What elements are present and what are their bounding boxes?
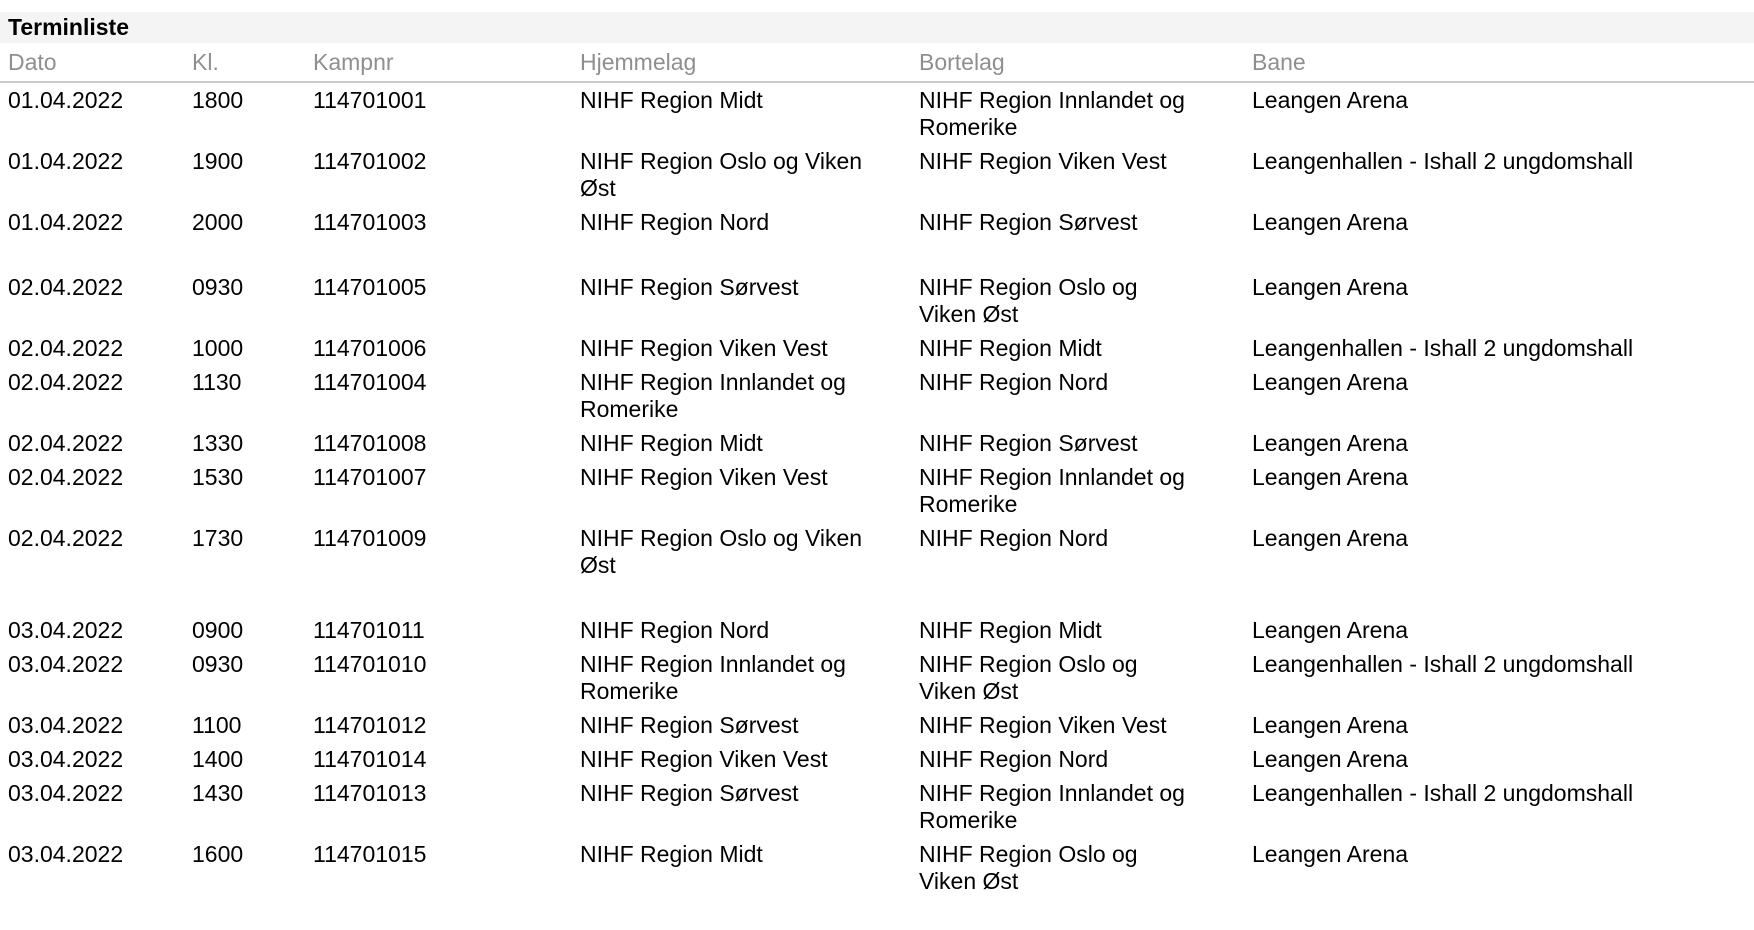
cell-dato: 01.04.2022 xyxy=(8,209,124,235)
cell-kl: 0930 xyxy=(192,274,244,300)
column-header-bane: Bane xyxy=(1252,43,1754,82)
cell-kampnr: 114701010 xyxy=(313,651,427,677)
group-spacer-row xyxy=(0,582,1754,613)
cell-bortelag: NIHF Region Midt xyxy=(919,617,1102,643)
table-row xyxy=(0,776,1754,837)
cell-bane: Leangenhallen - Ishall 2 ungdomshall xyxy=(1252,148,1634,174)
cell-kl: 1530 xyxy=(192,464,244,490)
header-row xyxy=(0,43,1754,82)
cell-kl: 1000 xyxy=(192,335,244,361)
cell-bane: Leangenhallen - Ishall 2 ungdomshall xyxy=(1252,651,1634,677)
group-spacer-row xyxy=(0,239,1754,270)
cell-bane: Leangen Arena xyxy=(1252,369,1409,395)
cell-kl: 1330 xyxy=(192,430,244,456)
group-spacer-cell xyxy=(0,239,1754,270)
cell-bane: Leangenhallen - Ishall 2 ungdomshall xyxy=(1252,335,1634,361)
cell-hjemmelag: NIHF Region Viken Vest xyxy=(580,335,828,361)
cell-hjemmelag: NIHF Region Viken Vest xyxy=(580,464,828,490)
table-row xyxy=(0,837,1754,898)
cell-hjemmelag: NIHF Region Midt xyxy=(580,87,763,113)
cell-kl: 2000 xyxy=(192,209,244,235)
cell-kampnr: 114701012 xyxy=(313,712,427,738)
cell-dato: 03.04.2022 xyxy=(8,841,124,867)
cell-kl: 0900 xyxy=(192,617,244,643)
cell-dato: 03.04.2022 xyxy=(8,617,124,643)
cell-hjemmelag: NIHF Region Innlandet og Romerike xyxy=(580,651,846,704)
cell-bortelag: NIHF Region Nord xyxy=(919,369,1109,395)
table-row xyxy=(0,331,1754,365)
cell-dato: 02.04.2022 xyxy=(8,274,124,300)
cell-kl: 1800 xyxy=(192,87,244,113)
cell-bane: Leangen Arena xyxy=(1252,525,1409,551)
table-row xyxy=(0,426,1754,460)
column-header-hjemmelag: Hjemmelag xyxy=(580,43,919,82)
cell-dato: 02.04.2022 xyxy=(8,335,124,361)
cell-hjemmelag: NIHF Region Midt xyxy=(580,430,763,456)
cell-kl: 1900 xyxy=(192,148,244,174)
cell-bortelag: NIHF Region Sørvest xyxy=(919,209,1138,235)
cell-bane: Leangen Arena xyxy=(1252,712,1409,738)
cell-bortelag: NIHF Region Nord xyxy=(919,746,1109,772)
cell-dato: 03.04.2022 xyxy=(8,651,124,677)
cell-bane: Leangen Arena xyxy=(1252,841,1409,867)
cell-bane: Leangenhallen - Ishall 2 ungdomshall xyxy=(1252,780,1634,806)
cell-kampnr: 114701008 xyxy=(313,430,427,456)
cell-bane: Leangen Arena xyxy=(1252,617,1409,643)
cell-bane: Leangen Arena xyxy=(1252,274,1409,300)
cell-kl: 1400 xyxy=(192,746,244,772)
column-header-kampnr: Kampnr xyxy=(313,43,580,82)
cell-kl: 1600 xyxy=(192,841,244,867)
column-header-bortelag: Bortelag xyxy=(919,43,1252,82)
group-spacer-cell xyxy=(0,582,1754,613)
title-bar xyxy=(0,12,1754,43)
column-header-kl: Kl. xyxy=(192,43,313,82)
cell-hjemmelag: NIHF Region Oslo og Viken Øst xyxy=(580,525,863,578)
cell-bortelag: NIHF Region Innlandet og Romerike xyxy=(919,87,1185,140)
cell-kampnr: 114701007 xyxy=(313,464,427,490)
cell-bane: Leangen Arena xyxy=(1252,430,1409,456)
cell-hjemmelag: NIHF Region Nord xyxy=(580,209,770,235)
cell-bortelag: NIHF Region Midt xyxy=(919,335,1102,361)
cell-hjemmelag: NIHF Region Sørvest xyxy=(580,274,799,300)
table-row xyxy=(0,742,1754,776)
table-row xyxy=(0,708,1754,742)
cell-kampnr: 114701013 xyxy=(313,780,427,806)
cell-hjemmelag: NIHF Region Sørvest xyxy=(580,712,799,738)
table-row xyxy=(0,365,1754,426)
cell-kampnr: 114701014 xyxy=(313,746,427,772)
cell-bortelag: NIHF Region Sørvest xyxy=(919,430,1138,456)
cell-hjemmelag: NIHF Region Oslo og Viken Øst xyxy=(580,148,863,201)
cell-dato: 01.04.2022 xyxy=(8,87,124,113)
cell-bortelag: NIHF Region Innlandet og Romerike xyxy=(919,464,1185,517)
cell-bortelag: NIHF Region Nord xyxy=(919,525,1109,551)
cell-kl: 1730 xyxy=(192,525,244,551)
table-row xyxy=(0,613,1754,647)
cell-dato: 03.04.2022 xyxy=(8,712,124,738)
schedule-table-header xyxy=(0,43,1754,82)
cell-dato: 03.04.2022 xyxy=(8,746,124,772)
schedule-table-body xyxy=(0,82,1754,898)
column-header-dato: Dato xyxy=(0,43,192,82)
cell-bane: Leangen Arena xyxy=(1252,209,1409,235)
cell-kampnr: 114701009 xyxy=(313,525,427,551)
cell-dato: 02.04.2022 xyxy=(8,369,124,395)
table-row xyxy=(0,521,1754,582)
cell-kampnr: 114701005 xyxy=(313,274,427,300)
table-row xyxy=(0,144,1754,205)
cell-dato: 02.04.2022 xyxy=(8,525,124,551)
cell-kampnr: 114701003 xyxy=(313,209,427,235)
cell-bane: Leangen Arena xyxy=(1252,87,1409,113)
page-title: Terminliste xyxy=(8,14,129,40)
cell-kampnr: 114701011 xyxy=(313,617,425,643)
cell-dato: 02.04.2022 xyxy=(8,430,124,456)
cell-kl: 0930 xyxy=(192,651,244,677)
cell-hjemmelag: NIHF Region Midt xyxy=(580,841,763,867)
cell-bane: Leangen Arena xyxy=(1252,464,1409,490)
table-row xyxy=(0,82,1754,144)
cell-kampnr: 114701006 xyxy=(313,335,427,361)
cell-bortelag: NIHF Region Innlandet og Romerike xyxy=(919,780,1185,833)
cell-dato: 02.04.2022 xyxy=(8,464,124,490)
cell-kampnr: 114701004 xyxy=(313,369,427,395)
cell-dato: 01.04.2022 xyxy=(8,148,124,174)
cell-bane: Leangen Arena xyxy=(1252,746,1409,772)
cell-bortelag: NIHF Region Viken Vest xyxy=(919,148,1167,174)
cell-bortelag: NIHF Region Oslo og Viken Øst xyxy=(919,651,1138,704)
cell-hjemmelag: NIHF Region Sørvest xyxy=(580,780,799,806)
cell-kampnr: 114701001 xyxy=(313,87,427,113)
cell-bortelag: NIHF Region Viken Vest xyxy=(919,712,1167,738)
cell-kl: 1430 xyxy=(192,780,244,806)
cell-dato: 03.04.2022 xyxy=(8,780,124,806)
cell-kampnr: 114701002 xyxy=(313,148,427,174)
cell-kl: 1130 xyxy=(192,369,242,395)
cell-kl: 1100 xyxy=(192,712,242,738)
cell-bortelag: NIHF Region Oslo og Viken Øst xyxy=(919,274,1138,327)
cell-hjemmelag: NIHF Region Nord xyxy=(580,617,770,643)
top-strip xyxy=(0,0,1754,12)
cell-bortelag: NIHF Region Oslo og Viken Øst xyxy=(919,841,1138,894)
cell-kampnr: 114701015 xyxy=(313,841,427,867)
schedule-table xyxy=(0,43,1754,898)
cell-hjemmelag: NIHF Region Viken Vest xyxy=(580,746,828,772)
cell-hjemmelag: NIHF Region Innlandet og Romerike xyxy=(580,369,846,422)
table-row xyxy=(0,647,1754,708)
table-row xyxy=(0,270,1754,331)
table-row xyxy=(0,205,1754,239)
table-row xyxy=(0,460,1754,521)
